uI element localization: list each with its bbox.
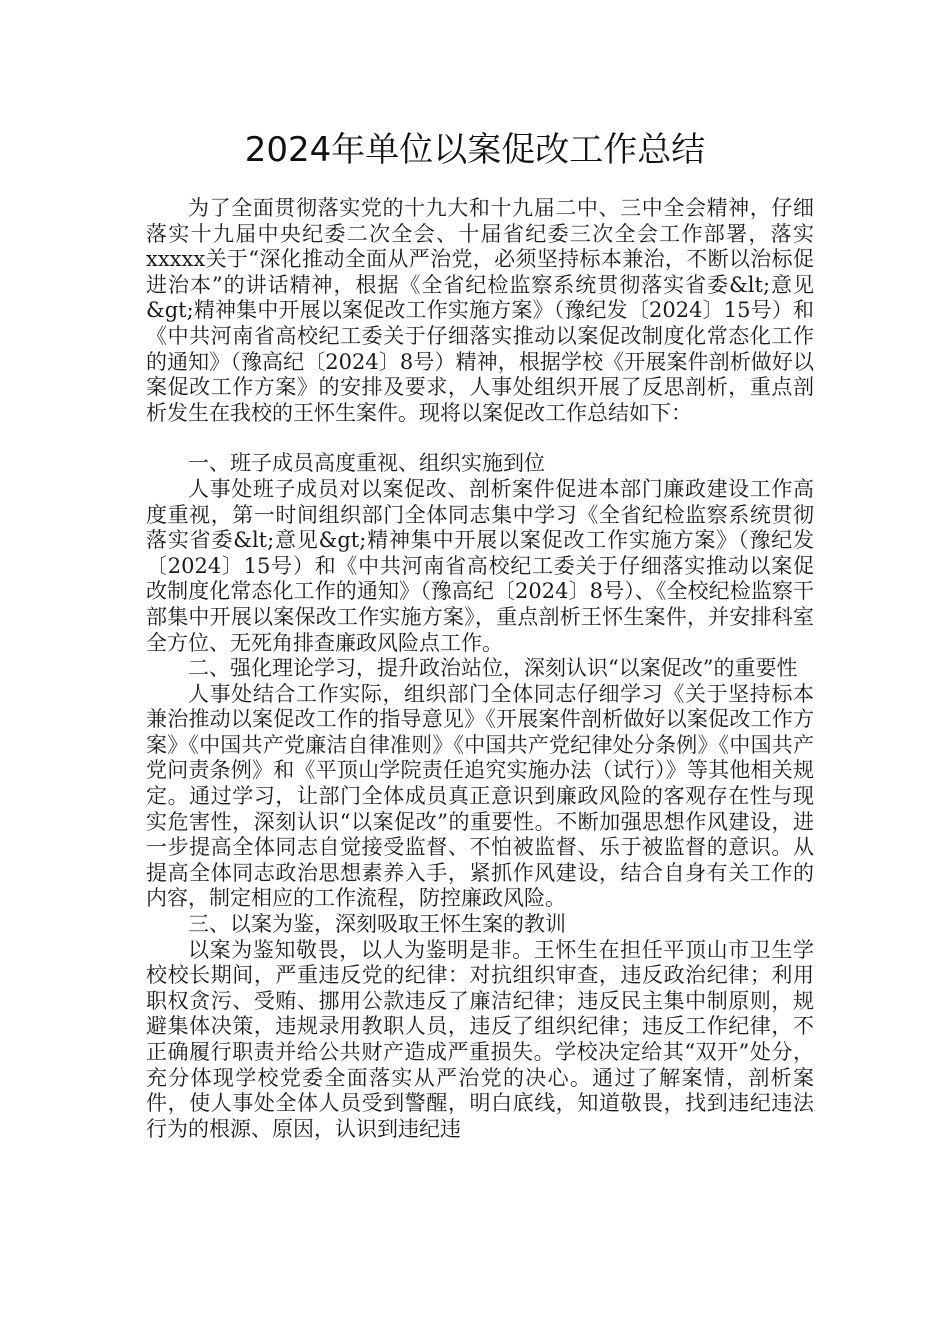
section-heading-2: 二、强化理论学习，提升政治站位，深刻认识“以案促改”的重要性 [188, 656, 798, 681]
intro-paragraph: 为了全面贯彻落实党的十九大和十九届二中、三中全会精神，仔细落实十九届中央纪委二次全会、十届省纪委三次全会工作部署，落实xxxxx关于“深化推动全面从严治党，必须坚持标本兼治，不断以治标促进治本”的讲话精神，根据《全省纪检监察系统贯彻落实省委&lt;意见&gt;精神集中开展以案促改工作实施方案》（豫纪发〔2024〕15号）和《中共河南省高校纪工委关于仔细落实推动以案促改制度化常态化工作的通知》（豫高纪〔2024〕8号）精神，根据学校《开展案件剖析做好以案促改工作方案》的安排及要求，人事处组织开展了反思剖析，重点剖析发生在我校的王怀生案件。现将以案促改工作总结如下： [146, 196, 814, 425]
section-heading-3: 三、以案为鉴，深刻吸取王怀生案的教训 [188, 912, 566, 937]
section-paragraph-1: 人事处班子成员对以案促改、剖析案件促进本部门廉政建设工作高度重视，第一时间组织部门全体同志集中学习《全省纪检监察系统贯彻落实省委&lt;意见&gt;精神集中开展以案促改工作实施方案》（豫纪发〔2024〕15号）和《中共河南省高校纪工委关于仔细落实推动以案促改制度化常态化工作的通知》（豫高纪〔2024〕8号）、《全校纪检监察干部集中开展以案保改工作实施方案》，重点剖析王怀生案件，并安排科室全方位、无死角排查廉政风险点工作。 [146, 476, 814, 655]
section-heading-1: 一、班子成员高度重视、组织实施到位 [188, 451, 545, 476]
section-paragraph-2: 人事处结合工作实际，组织部门全体同志仔细学习《关于坚持标本兼治推动以案促改工作的指导意见》《开展案件剖析做好以案促改工作方案》《中国共产党廉洁自律准则》《中国共产党纪律处分条例》《中国共产党问责条例》和《平顶山学院责任追究实施办法（试行）》等其他相关规定。通过学习，让部门全体成员真正意识到廉政风险的客观存在性与现实危害性，深刻认识“以案促改”的重要性。不断加强思想作风建设，进一步提高全体同志自觉接受监督、不怕被监督、乐于被监督的意识。从提高全体同志政治思想素养入手，紧抓作风建设，结合自身有关工作的内容，制定相应的工作流程，防控廉政风险。 [146, 681, 814, 911]
section-paragraph-3: 以案为鉴知敬畏，以人为鉴明是非。王怀生在担任平顶山市卫生学校校长期间，严重违反党的纪律：对抗组织审查，违反政治纪律；利用职权贪污、受贿、挪用公款违反了廉洁纪律；违反民主集中制原则，规避集体决策，违规录用教职人员，违反了组织纪律；违反工作纪律，不正确履行职责并给公共财产造成严重损失。学校决定给其“双开”处分，充分体现学校党委全面落实从严治党的决心。通过了解案情，剖析案件，使人事处全体人员受到警醒，明白底线，知道敬畏，找到违纪违法行为的根源、原因，认识到违纪违 [146, 937, 814, 1141]
document-body [146, 196, 814, 1142]
document-title: 2024年单位以案促改工作总结 [244, 130, 706, 170]
